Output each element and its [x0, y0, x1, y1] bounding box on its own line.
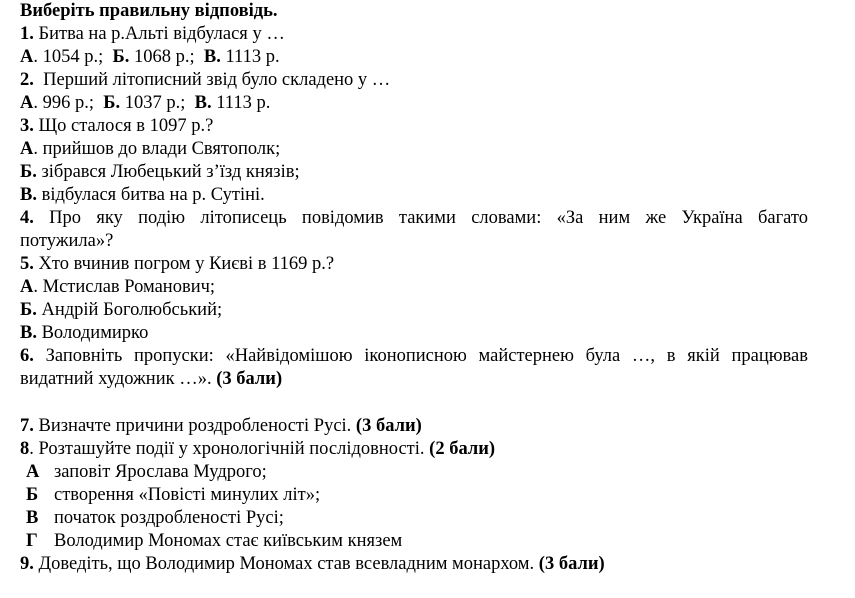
item-letter: В [26, 508, 39, 528]
question-7 [20, 415, 808, 438]
question-5-option-b [20, 299, 808, 322]
question-number: 4. [20, 208, 34, 228]
option-letter: А [20, 47, 34, 67]
item-text: початок роздробленості Русі; [54, 508, 284, 528]
option-letter: В. [194, 93, 212, 113]
question-number: 9. [20, 554, 34, 574]
question-8-item-d [20, 530, 808, 553]
option-text: Володимирко [36, 323, 149, 343]
option-letter: А [20, 277, 34, 297]
question-text: . Розташуйте події у хронологічній послідовності. [29, 439, 430, 459]
question-3 [20, 115, 808, 138]
question-3-option-c [20, 184, 808, 207]
question-5-option-a [20, 276, 808, 299]
question-text: Визначте причини роздробленості Русі. [33, 416, 356, 436]
question-1 [20, 23, 808, 46]
points-label: (3 бали) [216, 369, 283, 389]
question-text: Перший літописний звід було складено у … [33, 70, 391, 90]
option-text: 1113 р. [220, 47, 280, 67]
points-label: (3 бали) [355, 416, 422, 436]
question-8 [20, 438, 808, 461]
question-8-item-c [20, 507, 808, 530]
option-text: . 1054 р.; [33, 47, 113, 67]
option-letter: Б. [103, 93, 121, 113]
question-8-item-a [20, 461, 808, 484]
question-9 [20, 553, 808, 576]
question-number: 3. [20, 116, 34, 136]
item-letter: Г [26, 531, 38, 551]
question-4 [20, 207, 808, 230]
option-letter: Б. [112, 47, 130, 67]
option-letter: А [20, 139, 34, 159]
item-letter: Б [26, 485, 39, 505]
question-number: 5. [20, 254, 34, 274]
question-text: Битва на р.Альті відбулася у … [33, 24, 285, 44]
question-2-options [20, 92, 808, 115]
question-number: 7. [20, 416, 34, 436]
question-5 [20, 253, 808, 276]
option-text: 1037 р.; [120, 93, 195, 113]
points-label: (2 бали) [429, 439, 496, 459]
points-label: (3 бали) [538, 554, 605, 574]
question-3-option-b [20, 161, 808, 184]
question-text: видатний художник …». [20, 369, 217, 389]
question-number: 1. [20, 24, 34, 44]
question-1-options [20, 46, 808, 69]
question-text: Заповніть пропуски: «Найвідомішою іконописною майстернею була …, в якій працював [33, 346, 808, 366]
option-letter: Б. [20, 162, 37, 182]
option-letter: А [20, 93, 34, 113]
question-text: Що сталося в 1097 р.? [33, 116, 214, 136]
question-3-option-a [20, 138, 808, 161]
option-text: . Мстислав Романович; [33, 277, 216, 297]
option-text: 1113 р. [211, 93, 271, 113]
question-6 [20, 345, 808, 368]
worksheet [20, 0, 808, 576]
question-number: 2. [20, 70, 34, 90]
option-letter: В. [203, 47, 221, 67]
spacer [20, 391, 808, 415]
question-number: 8 [20, 439, 30, 459]
question-6-continued [20, 368, 808, 391]
option-text: Андрій Боголюбський; [36, 300, 223, 320]
option-letter: В. [20, 185, 37, 205]
option-text: зібрався Любецький з’їзд князів; [36, 162, 300, 182]
question-text: Хто вчинив погром у Києві в 1169 р.? [33, 254, 335, 274]
option-text: . 996 р.; [33, 93, 104, 113]
heading: Виберіть правильну відповідь. [20, 1, 278, 21]
item-letter: А [26, 462, 40, 482]
item-text: створення «Повісті минулих літ»; [54, 485, 321, 505]
question-5-option-c [20, 322, 808, 345]
option-letter: В. [20, 323, 37, 343]
question-number: 6. [20, 346, 34, 366]
option-letter: Б. [20, 300, 37, 320]
item-text: заповіт Ярослава Мудрого; [54, 462, 267, 482]
option-text: 1068 р.; [129, 47, 204, 67]
item-text: Володимир Мономах стає київським князем [54, 531, 403, 551]
question-text: Доведіть, що Володимир Мономах став всевладним монархом. [33, 554, 539, 574]
question-4-continued: потужила»? [20, 231, 114, 251]
question-8-item-b [20, 484, 808, 507]
question-text: Про яку подію літописець повідомив такими словами: «За ним же Україна багато [33, 208, 808, 228]
question-2 [20, 69, 808, 92]
option-text: відбулася битва на р. Сутіні. [36, 185, 265, 205]
option-text: . прийшов до влади Святополк; [33, 139, 281, 159]
